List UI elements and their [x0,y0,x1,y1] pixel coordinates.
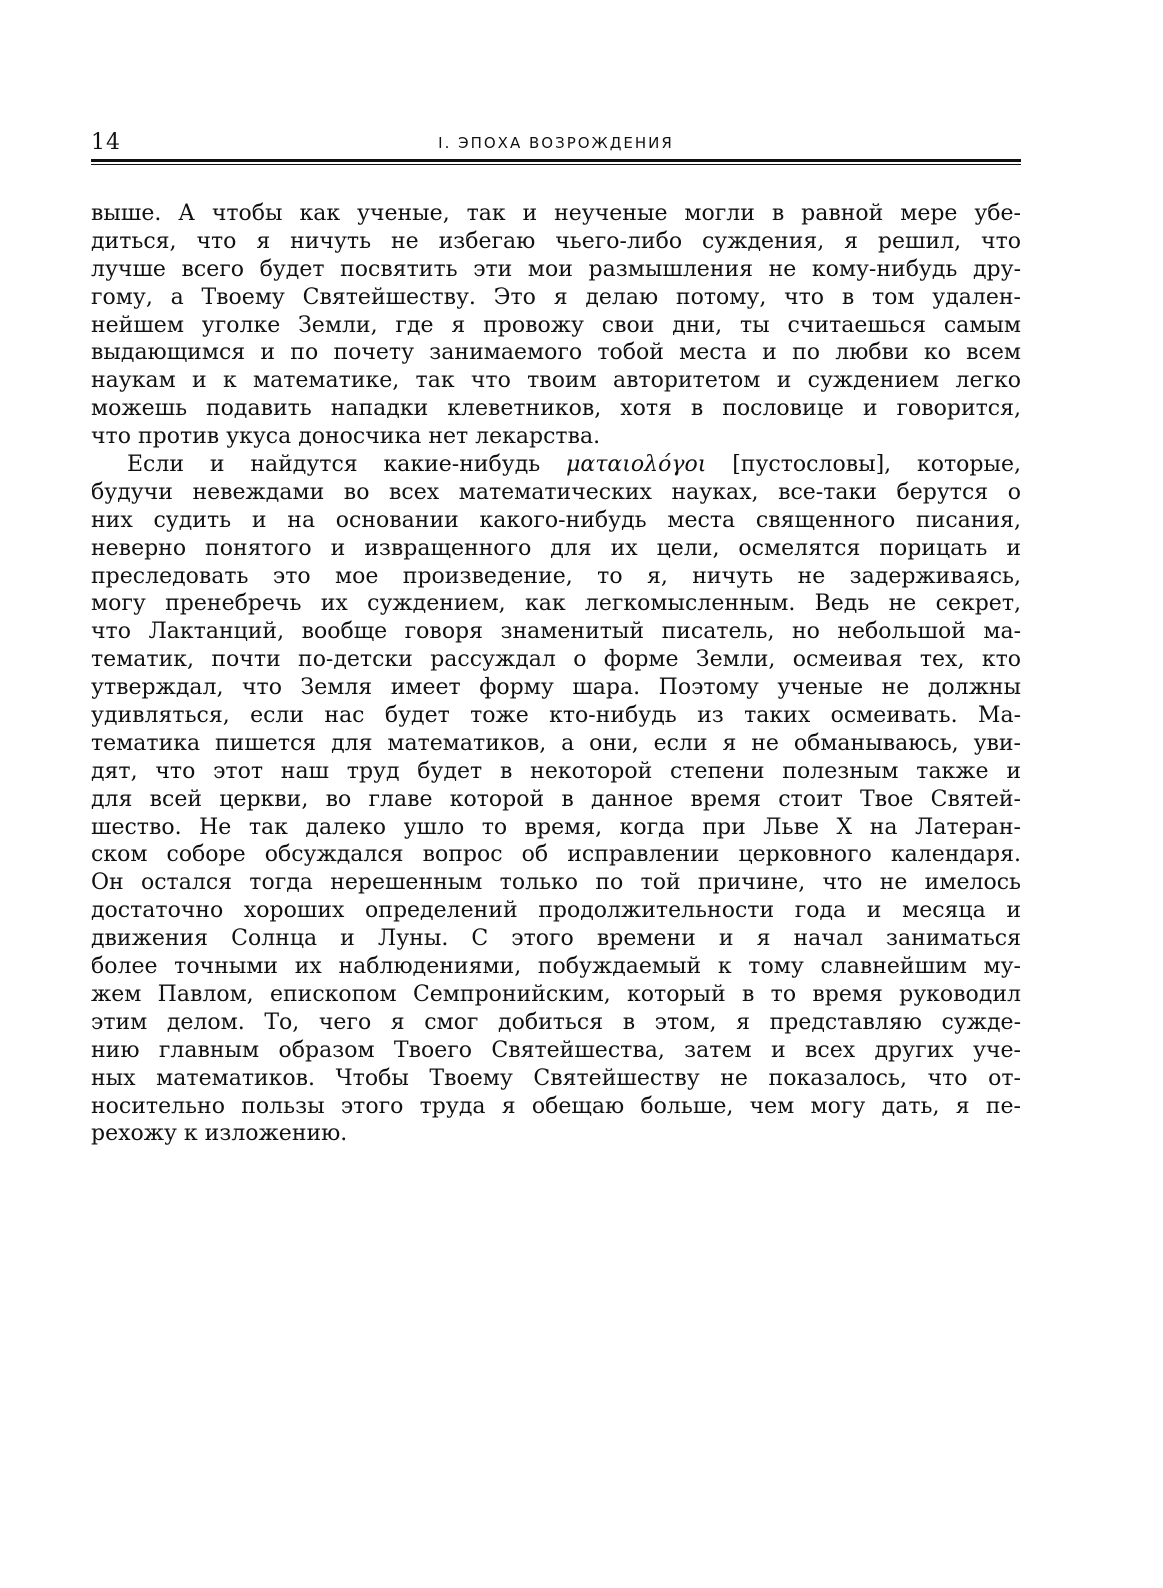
text-line: выше. А чтобы как ученые, так и неученые могли в равной мере убе- [91,201,1021,226]
text-line: выдающимся и по почету занимаемого тобой места и по любви ко всем [91,340,1021,366]
text-line: движения Солнца и Луны. С этого времени и я начал заниматься [91,926,1021,952]
book-page [91,126,1021,1148]
text-line: нию главным образом Твоего Святейшества, затем и всех других уче- [91,1037,1021,1063]
text-line: ском соборе обсуждался вопрос об исправлении церковного календаря. [91,842,1021,868]
text-line: что Лактанций, вообще говоря знаменитый писатель, но небольшой ма- [91,619,1021,645]
text-line: шество. Не так далеко ушло то время, когда при Льве X на Латеран- [91,814,1021,840]
text-line: носительно пользы этого труда я обещаю больше, чем могу дать, я пе- [91,1093,1021,1119]
paragraph-1 [91,200,1021,451]
text-line: дят, что этот наш труд будет в некоторой степени полезным также и [91,758,1021,784]
text-line: тематик, почти по-детски рассуждал о форме Земли, осмеивая тех, кто [91,647,1021,673]
text-line: для всей церкви, во главе которой в данное время стоит Твое Святей- [91,786,1021,812]
text-line: достаточно хороших определений продолжительности года и месяца и [91,898,1021,924]
body-text [91,200,1021,1148]
text-line: лучше всего будет посвятить эти мои размышления не кому-нибудь дру- [91,256,1021,282]
text-line: тематика пишется для математиков, а они, если я не обманываюсь, уви- [91,730,1021,756]
text-line: что против укуса доносчика нет лекарства. [91,424,601,450]
header-rule-thin [91,164,1021,165]
text-fragment: [пустословы], которые, [732,452,1022,478]
text-line: них судить и на основании какого-нибудь места священного писания, [91,507,1021,533]
text-line: могу пренебречь их суждением, как легкомысленным. Ведь не секрет, [91,591,1021,617]
text-line: этим делом. То, чего я смог добиться в этом, я представляю сужде- [91,1009,1021,1035]
text-line: наукам и к математике, так что твоим авторитетом и суждением легко [91,368,1021,394]
text-line: можешь подавить нападки клеветников, хотя в пословице и говорится, [91,396,1021,422]
text-line: удивляться, если нас будет тоже кто-нибудь из таких осмеивать. Ма- [91,703,1021,729]
text-line-first [91,451,1021,479]
text-line: более точными их наблюдениями, побуждаемый к тому славнейшим му- [91,954,1021,980]
text-line: жем Павлом, епископом Семпронийским, который в то время руководил [91,981,1021,1007]
text-line: рехожу к изложению. [91,1121,348,1147]
text-line: утверждал, что Земля имеет форму шара. Поэтому ученые не должны [91,675,1021,701]
header-rule-thick [91,159,1021,162]
text-line: неверно понятого и извращенного для их цели, осмелятся порицать и [91,535,1021,561]
text-line: нейшем уголке Земли, где я провожу свои дни, ты считаешься самым [91,312,1021,338]
paragraph-2 [91,451,1021,1148]
text-line: диться, что я ничуть не избегаю чьего-либо суждения, я решил, что [91,228,1021,254]
text-line: гому, а Твоему Святейшеству. Это я делаю потому, что в том удален- [91,284,1021,310]
text-line: будучи невеждами во всех математических науках, все-таки берутся о [91,479,1021,505]
running-head [91,126,1021,156]
greek-word: ματαιολόγοι [566,452,707,478]
chapter-title: I. ЭПОХА ВОЗРОЖДЕНИЯ [438,134,674,152]
text-line: преследовать это мое произведение, то я, ничуть не задерживаясь, [91,563,1021,589]
text-line: Он остался тогда нерешенным только по той причине, что не имелось [91,870,1021,896]
page-number: 14 [91,130,121,155]
text-fragment: Если и найдутся какие-нибудь [127,452,541,478]
text-line: ных математиков. Чтобы Твоему Святейшеству не показалось, что от- [91,1065,1021,1091]
